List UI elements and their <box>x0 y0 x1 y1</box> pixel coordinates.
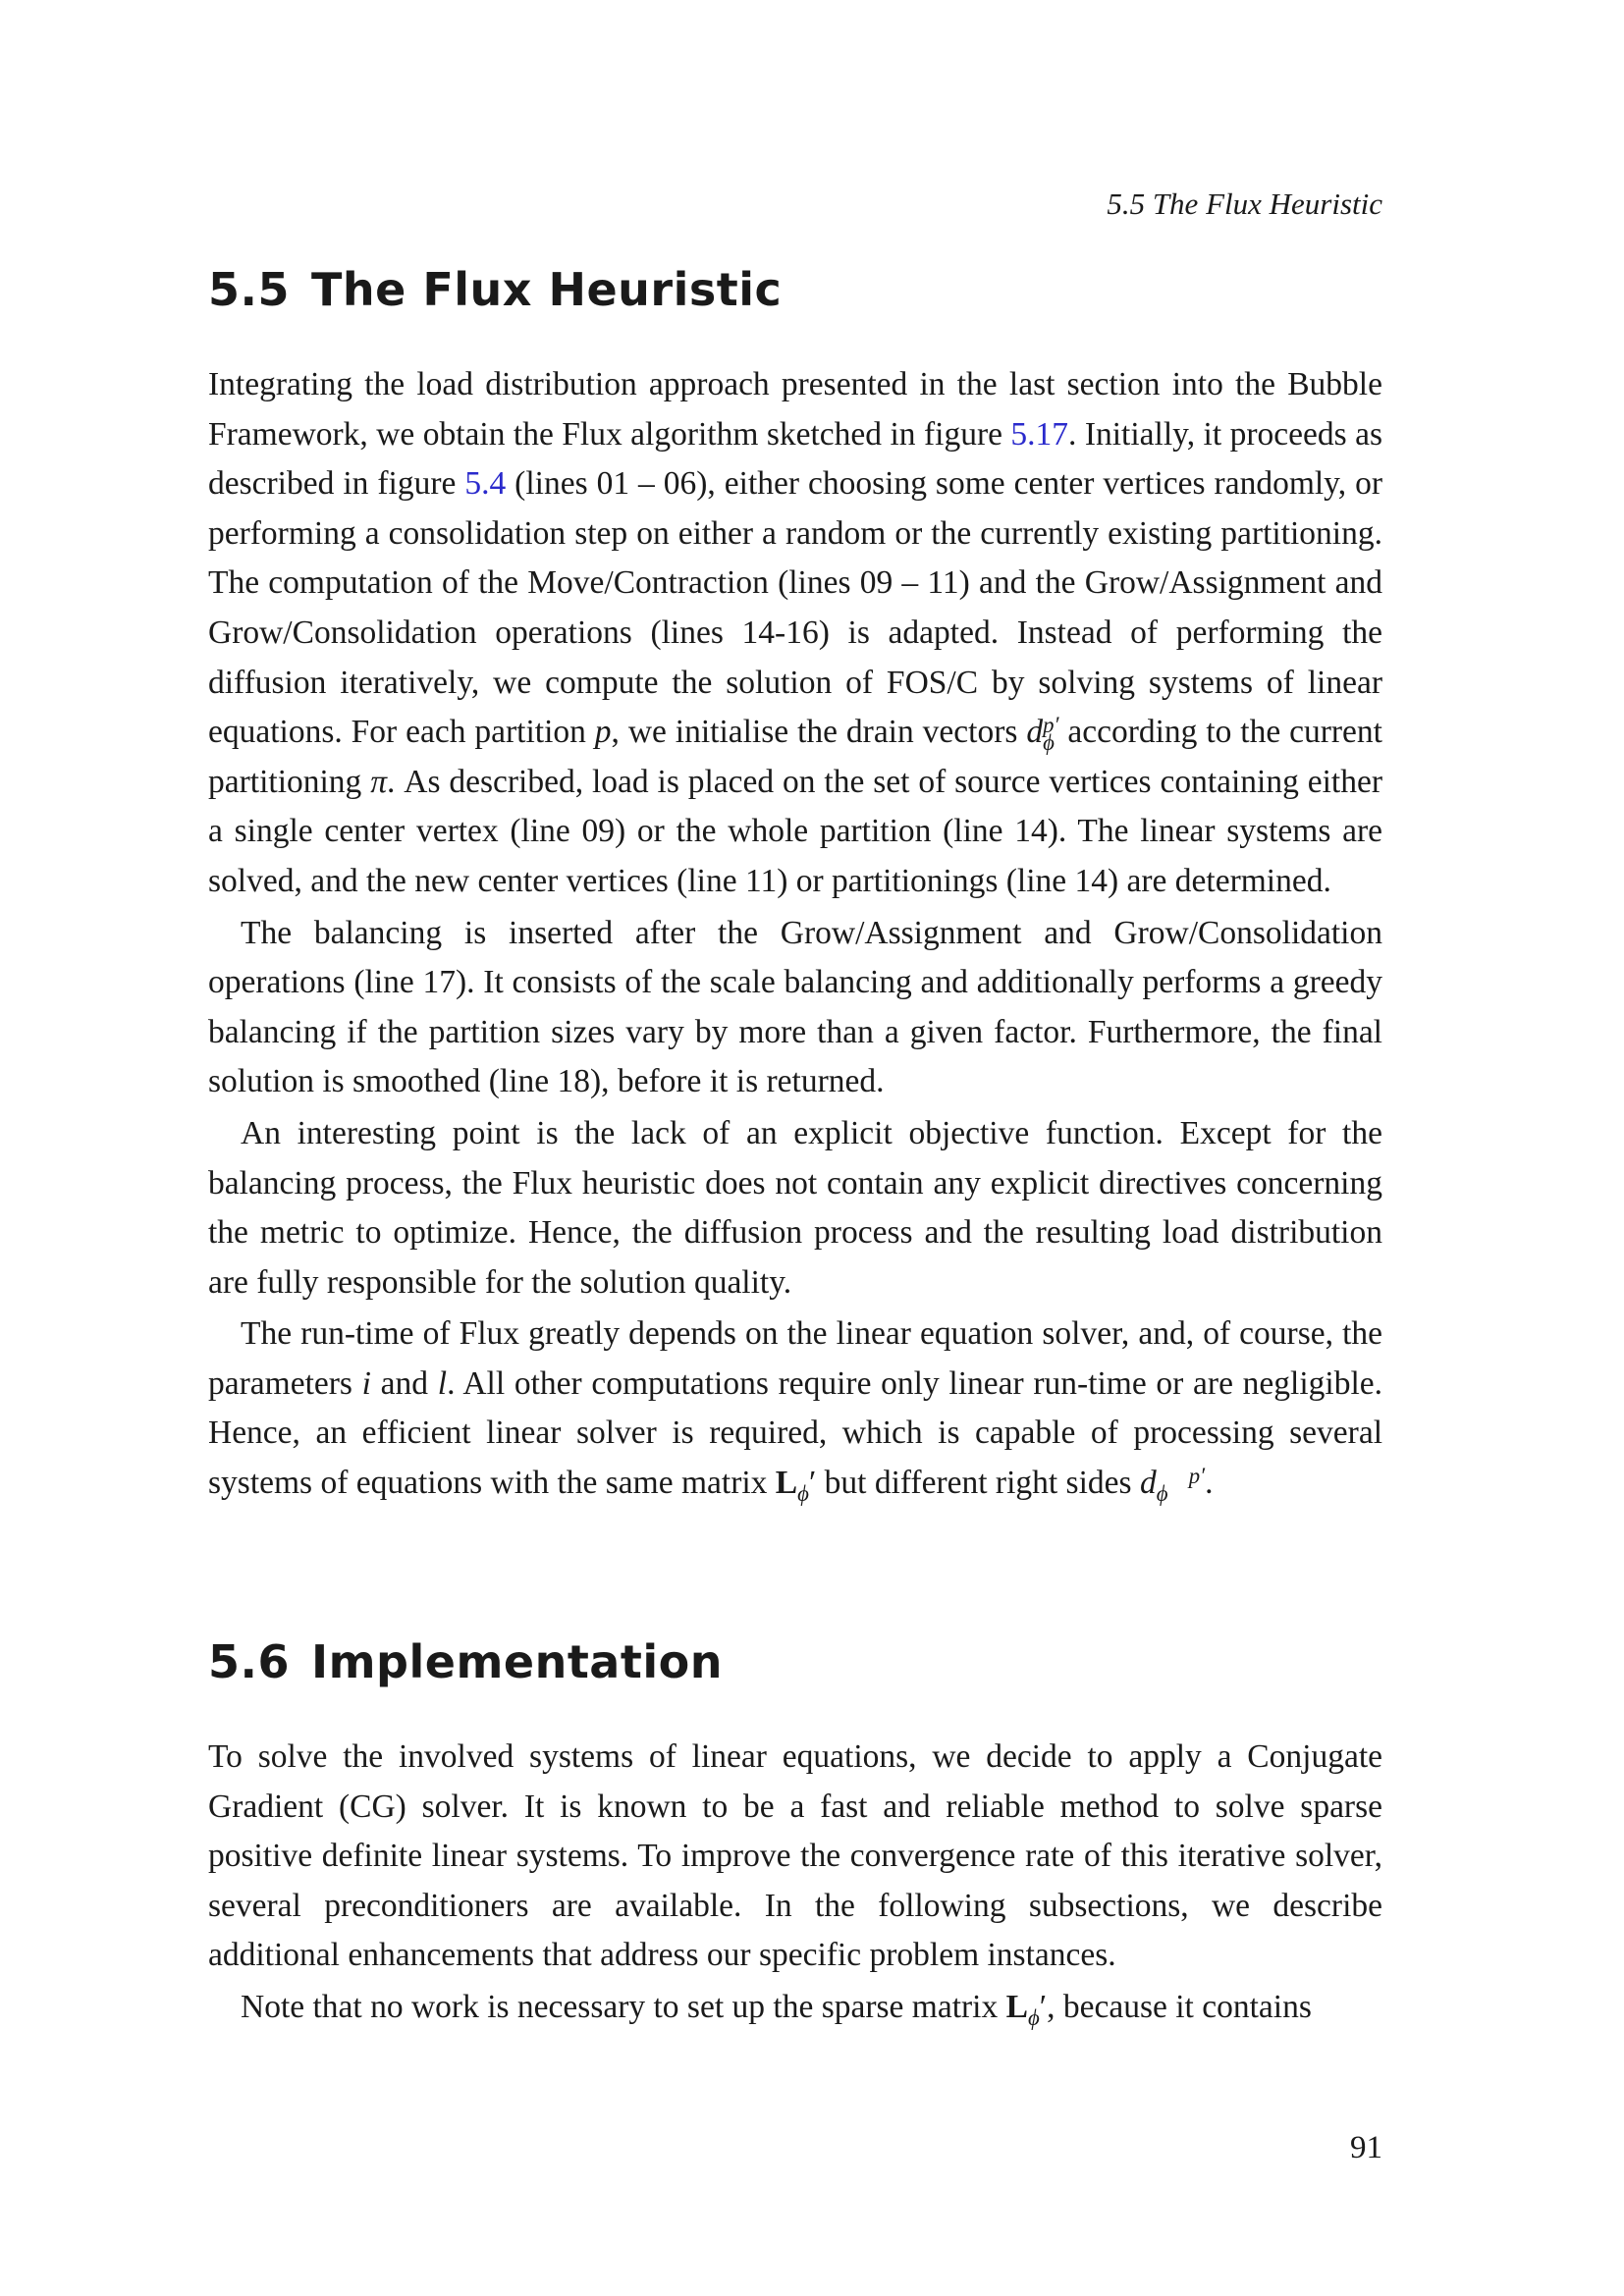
math-subscript: ϕ <box>1027 2004 1040 2030</box>
paragraph: The balancing is inserted after the Grow/Assignment and Grow/Consolidation operations (line 17). It consists of the scale balancing and additionally performs a greedy balancing if the partition sizes vary by more than a given factor. Furthermore, the final solution is smoothed (line 18), before it is returned. <box>208 914 1382 1100</box>
math-prime: ′ <box>1039 1988 1048 2025</box>
math-variable: l <box>437 1364 448 1402</box>
text-run: The run-time of Flux greatly depends on the linear equation solver, and, of course, the parameters <box>208 1315 1382 1402</box>
math-variable: π <box>370 763 387 800</box>
math-base: L <box>1005 1988 1028 2025</box>
math-matrix <box>1005 1988 1048 2030</box>
math-scripts <box>1156 1463 1206 1507</box>
math-base: d <box>1139 1465 1157 1502</box>
math-subscript: ϕ <box>1043 730 1055 756</box>
text-run: (lines 01 – 06), either choosing some center vertices randomly, or performing a consolidation step on either a random or the currently existing partitioning. The computation of the Move/Contraction (lines 09 – 11) and the Grow/Assignment and Grow/Consolidation operations (lines 14-16) is adapted. Instead of performing the diffusion iteratively, we compute the solution of FOS/C by solving systems of linear equations. For each partition <box>208 465 1383 751</box>
math-matrix <box>775 1465 817 1507</box>
math-prime: ′ <box>808 1465 817 1502</box>
text-run: Note that no work is necessary to set up the sparse matrix <box>241 1988 1006 2025</box>
section-heading-5-6 <box>208 1635 723 1688</box>
math-drain-vector <box>1139 1463 1206 1507</box>
math-scripts <box>1043 712 1059 756</box>
paragraph: An interesting point is the lack of an explicit objective function. Except for the balancing process, the Flux heuristic does not contain any explicit directives concerning the metric to optimize. Hence, the diffusion process and the resulting load distribution are fully responsible for the solution quality. <box>208 1114 1382 1301</box>
math-base: d <box>1026 714 1044 751</box>
figure-link[interactable]: 5.17 <box>1010 415 1069 453</box>
running-header: 5.5 The Flux Heuristic <box>1107 187 1382 221</box>
math-subscript: ϕ <box>797 1481 809 1507</box>
text-run: Integrating the load distribution approach presented in the last section into the Bubble Framework, we obtain the Flux algorithm sketched in figure <box>208 366 1382 453</box>
paragraph: To solve the involved systems of linear equations, we decide to apply a Conjugate Gradient (CG) solver. It is known to be a fast and reliable method to solve sparse positive definite linear systems. To improve the convergence rate of this iterative solver, several preconditioners are available. In the following subsections, we describe additional enhancements that address our specific problem instances. <box>208 1738 1382 1974</box>
text-run: . <box>1205 1465 1214 1502</box>
math-superscript: p′ <box>1043 712 1059 737</box>
paragraph <box>208 1983 1382 2044</box>
text-run: , we initialise the drain vectors <box>611 714 1027 751</box>
text-run: . Initially, it proceeds as described in figure <box>208 415 1382 503</box>
text-run: , because it contains <box>1047 1988 1312 2025</box>
text-run: and <box>370 1364 438 1402</box>
text-run: according to the current partitioning <box>208 714 1382 800</box>
section-heading-5-5 <box>208 263 782 316</box>
page-number: 91 <box>1350 2130 1382 2165</box>
paragraph <box>208 1309 1382 1519</box>
text-run: . All other computations require only linear run-time or are negligible. Hence, an efficient linear solver is required, which is capable of processing several systems of equations with the same matrix <box>208 1364 1382 1502</box>
section-number: 5.5 <box>208 263 290 316</box>
section-5-6-body <box>208 1733 1382 2044</box>
math-superscript: p′ <box>1188 1463 1206 1488</box>
text-run: but different right sides <box>816 1465 1140 1502</box>
section-number: 5.6 <box>208 1635 290 1688</box>
math-base: L <box>775 1465 798 1502</box>
paragraph <box>208 360 1382 907</box>
math-variable: p <box>594 714 612 751</box>
section-title: The Flux Heuristic <box>311 263 783 316</box>
section-title: Implementation <box>311 1635 723 1688</box>
math-variable: i <box>361 1364 371 1402</box>
math-drain-vector <box>1026 712 1059 756</box>
figure-link[interactable]: 5.4 <box>464 465 507 503</box>
math-subscript: ϕ <box>1156 1481 1168 1507</box>
text-run: . As described, load is placed on the set of source vertices containing either a single center vertex (line 09) or the whole partition (line 14). The linear systems are solved, and the new center vertices (line 11) or partitionings (line 14) are determined. <box>208 763 1382 899</box>
section-5-5-body <box>208 360 1382 1520</box>
